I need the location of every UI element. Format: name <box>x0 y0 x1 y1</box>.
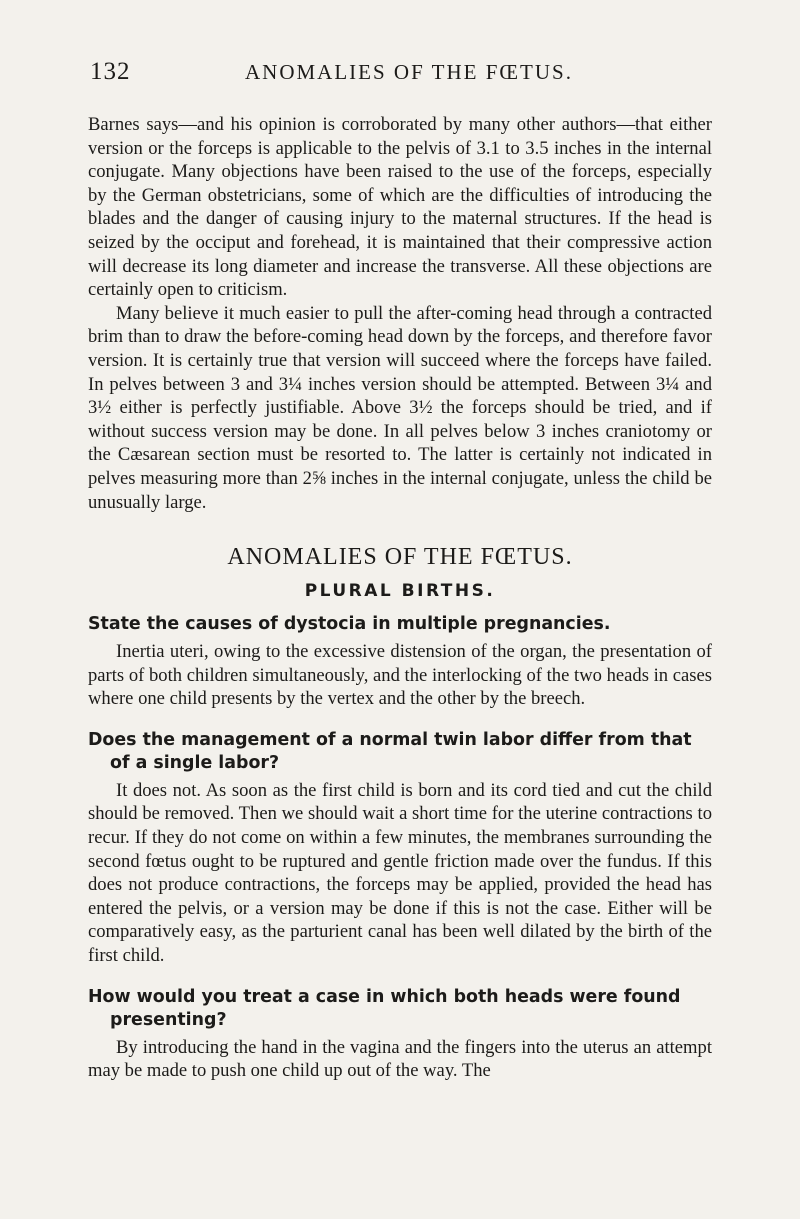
question-heading: State the causes of dystocia in multiple pregnancies. <box>88 614 611 635</box>
paragraph: Many believe it much easier to pull the after-coming head through a contracted brim than to draw the before-coming head down by the forceps, and therefore favor version. It is certainly true that version will succeed where the forceps have failed. In pelves between 3 and 3¼ inches version should be attempted. Between 3¼ and 3½ either is perfectly justifiable. Above 3½ the forceps should be tried, and if without success version may be done. In all pelves below 3 inches craniotomy or the Cæsarean section must be resorted to. The latter is certainly not indicated in pelves measuring more than 2⅝ inches in the internal conjugate, unless the child be unusually large. <box>88 302 712 513</box>
running-head <box>90 58 712 88</box>
paragraph: Barnes says—and his opinion is corroborated by many other authors—that either version or the forceps is applicable to the pelvis of 3.1 to 3.5 inches in the internal conjugate. Many objections have been raised to the use of the forceps, especially by the German obstetricians, some of which are the difficulties of introducing the blades and the danger of causing injury to the maternal structures. If the head is seized by the occiput and forehead, it is maintained that their compressive action will decrease its long diameter and increase the transverse. All these objections are certainly open to criticism. <box>88 114 712 301</box>
question-heading: Does the management of a normal twin labor differ from that of a single labor? <box>88 729 692 773</box>
page-number: 132 <box>90 58 131 85</box>
subsection-title: PLURAL BIRTHS. <box>304 581 496 602</box>
section-title: ANOMALIES OF THE FŒTUS. <box>227 544 573 571</box>
question-heading: How would you treat a case in which both heads were found presenting? <box>88 986 681 1030</box>
answer-paragraph: It does not. As soon as the first child is born and its cord tied and cut the child should be removed. Then we should wait a short time for the uterine contractions to recur. If they do not come on within a few minutes, the membranes surrounding the second fœtus ought to be ruptured and gentle friction made over the fundus. If this does not produce contractions, the forceps may be applied, provided the head has entered the pelvis, or a version may be done if this is not the case. Either will be comparatively easy, as the parturient canal has been well dilated by the birth of the first child. <box>88 779 712 967</box>
answer-paragraph: By introducing the hand in the vagina and the fingers into the uterus an attempt may be made to push one child up out of the way. The <box>88 1036 712 1082</box>
answer-paragraph: Inertia uteri, owing to the excessive distension of the organ, the presentation of parts of both children simultaneously, and the interlocking of the two heads in cases where one child presents by the vertex and the other by the breech. <box>88 641 712 710</box>
running-title: ANOMALIES OF THE FŒTUS. <box>245 60 573 84</box>
page-body <box>88 113 712 1083</box>
